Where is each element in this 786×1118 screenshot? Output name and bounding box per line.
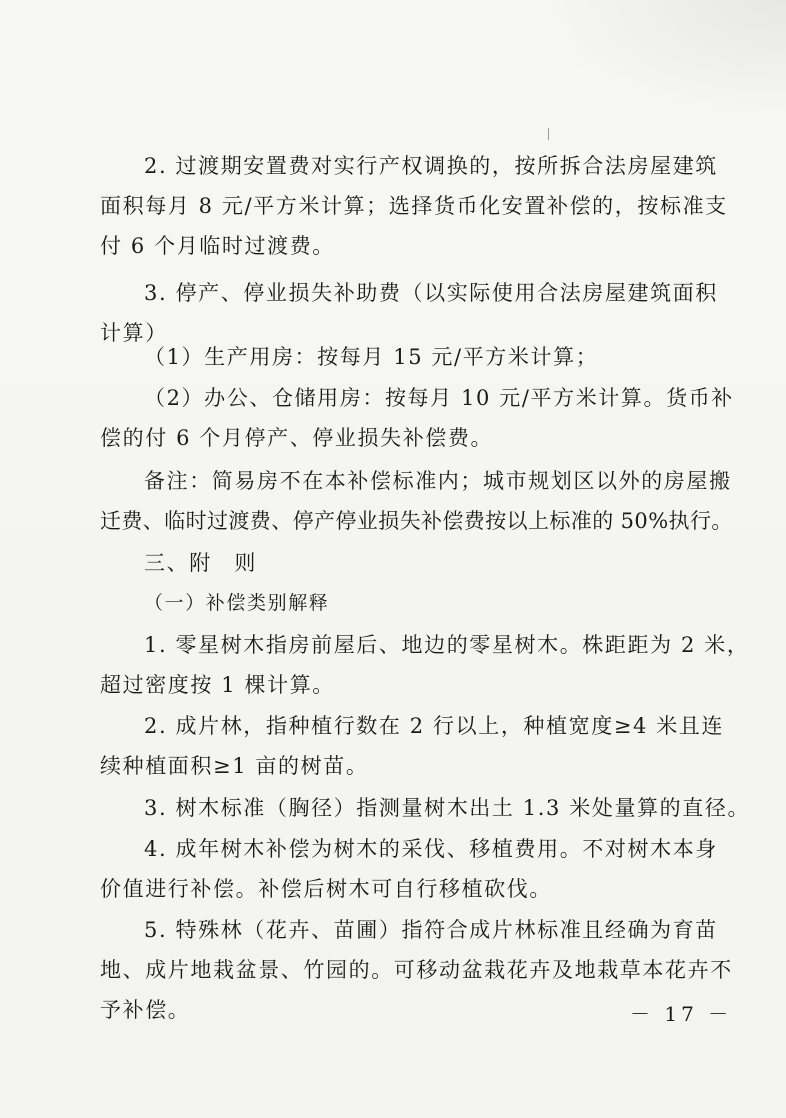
text-line: 5. 特殊林（花卉、苗圃）指符合成片林标准且经确为育苗 <box>144 918 718 942</box>
paragraph-special-forest <box>100 910 733 1030</box>
text-line: 予补偿。 <box>100 998 191 1022</box>
paragraph-office-housing <box>100 378 734 458</box>
scan-mark <box>548 128 549 140</box>
paragraph-transition-fee <box>100 146 728 266</box>
subsection-heading: （一）补偿类别解释 <box>144 592 330 614</box>
text-line: 2. 过渡期安置费对实行产权调换的，按所拆合法房屋建筑 <box>144 154 718 178</box>
text-line: 超过密度按 1 棵计算。 <box>100 673 335 697</box>
page-number: － 17 － <box>630 1002 733 1026</box>
text-line: 3. 停产、停业损失补助费（以实际使用合法房屋建筑面积 <box>144 281 718 305</box>
text-line: （2）办公、仓储用房：按每月 10 元/平方米计算。货币补 <box>144 386 734 410</box>
text-line: 迁费、临时过渡费、停产停业损失补偿费按以上标准的 50%执行。 <box>100 509 733 533</box>
text-line: 备注：简易房不在本补偿标准内；城市规划区以外的房屋搬 <box>144 469 732 493</box>
text-line: 付 6 个月临时过渡费。 <box>100 234 335 258</box>
scan-shadow <box>526 0 786 120</box>
text-line: 面积每月 8 元/平方米计算；选择货币化安置补偿的，按标准支 <box>100 194 728 218</box>
text-line: 偿的付 6 个月停产、停业损失补偿费。 <box>100 426 494 450</box>
section-heading: 三、附 则 <box>144 551 257 575</box>
paragraph-forest-area <box>100 706 725 786</box>
text-line: 4. 成年树木补偿为树木的采伐、移植费用。不对树木本身 <box>144 837 718 861</box>
paragraph-tree-standard <box>100 788 751 828</box>
text-line: 3. 树木标准（胸径）指测量树木出土 1.3 米处量算的直径。 <box>144 796 751 820</box>
paragraph-mature-trees <box>100 829 718 909</box>
text-line: 计算） <box>100 321 168 345</box>
text-line: 1. 零星树木指房前屋后、地边的零星树木。株距距为 2 米， <box>144 633 750 657</box>
text-line: 2. 成片林，指种植行数在 2 行以上，种植宽度≥4 米且连 <box>144 714 725 738</box>
paragraph-production-housing <box>100 337 700 377</box>
text-line: 地、成片地栽盆景、竹园的。可移动盆栽花卉及地栽草本花卉不 <box>100 958 733 982</box>
text-line: （1）生产用房：按每月 15 元/平方米计算； <box>144 345 599 369</box>
paragraph-scattered-trees <box>100 625 750 705</box>
text-line: 价值进行补偿。补偿后树木可自行移植砍伐。 <box>100 877 552 901</box>
paragraph-remark <box>100 461 733 541</box>
text-line: 续种植面积≥1 亩的树苗。 <box>100 754 369 778</box>
